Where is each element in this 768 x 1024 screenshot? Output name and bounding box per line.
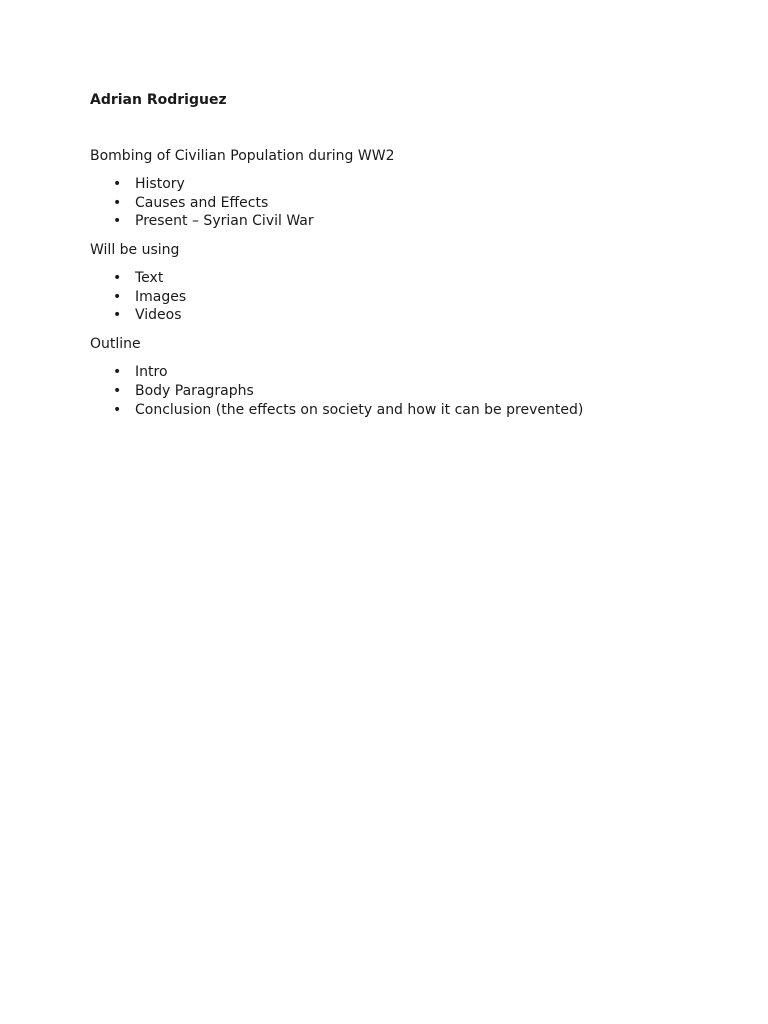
bullet-icon: • [113, 401, 122, 418]
bullet-icon: • [113, 382, 122, 399]
using-items-list [90, 269, 710, 325]
list-item-text: Causes and Effects [135, 194, 269, 211]
bullet-icon: • [113, 288, 122, 305]
list-item [90, 175, 710, 194]
bullet-icon: • [113, 364, 122, 381]
list-item-text: Body Paragraphs [135, 382, 254, 399]
bullet-icon: • [113, 176, 122, 192]
topic-heading: Bombing of Civilian Population during WW2 [90, 148, 395, 164]
list-item [90, 363, 710, 382]
author-name: Adrian Rodriguez [90, 92, 227, 108]
list-item [90, 269, 710, 288]
list-item-text: History [135, 176, 185, 192]
list-item-text: Intro [135, 364, 168, 381]
list-item [90, 306, 710, 325]
list-item-text: Images [135, 288, 187, 305]
bullet-icon: • [113, 307, 122, 324]
outline-items-list [90, 363, 710, 419]
bullet-icon: • [113, 213, 122, 230]
list-item [90, 382, 710, 401]
bullet-icon: • [113, 194, 122, 211]
list-item-text: Text [135, 270, 164, 287]
list-item [90, 194, 710, 213]
topic-points-list [90, 175, 710, 231]
outline-label: Outline [90, 336, 141, 353]
list-item-text: Videos [135, 307, 182, 324]
using-label: Will be using [90, 242, 180, 259]
list-item [90, 288, 710, 307]
bullet-icon: • [113, 270, 122, 287]
list-item-text: Conclusion (the effects on society and how it can be prevented) [135, 401, 584, 418]
document-page [90, 90, 710, 419]
list-item [90, 212, 710, 231]
list-item [90, 401, 710, 420]
list-item-text: Present – Syrian Civil War [135, 213, 314, 230]
